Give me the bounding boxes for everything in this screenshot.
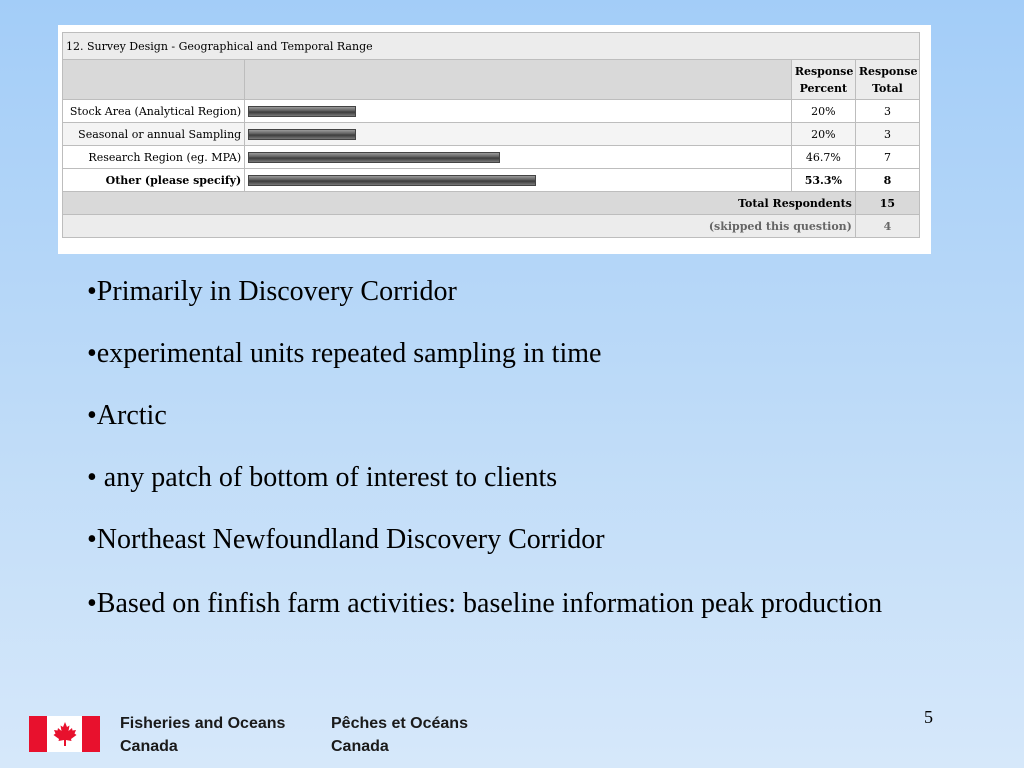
bar-cell [245, 169, 792, 192]
row-total: 8 [855, 169, 919, 192]
row-total: 3 [855, 100, 919, 123]
bar-cell [245, 123, 792, 146]
org-en-line2: Canada [120, 738, 178, 755]
row-percent: 20% [791, 123, 855, 146]
bullet-item: • any patch of bottom of interest to clients [87, 462, 558, 493]
row-label: Research Region (eg. MPA) [63, 146, 245, 169]
response-bar [248, 152, 500, 163]
maple-leaf-icon [52, 721, 78, 747]
table-row [63, 100, 920, 123]
response-bar [248, 129, 356, 140]
bar-cell [245, 100, 792, 123]
header-response-percent: Response Percent [791, 60, 855, 100]
skipped-row [63, 215, 920, 238]
table-row [63, 146, 920, 169]
bullet-item: •experimental units repeated sampling in time [87, 338, 602, 369]
bullet-item: •Primarily in Discovery Corridor [87, 276, 457, 307]
bar-cell [245, 146, 792, 169]
row-percent: 20% [791, 100, 855, 123]
org-name-french [331, 712, 468, 758]
row-label: Seasonal or annual Sampling [63, 123, 245, 146]
bullet-list [87, 274, 947, 624]
response-bar [248, 106, 356, 117]
header-blank-bar [245, 60, 792, 100]
bullet-item: •Northeast Newfoundland Discovery Corridor [87, 524, 605, 555]
total-respondents-row [63, 192, 920, 215]
row-label: Other (please specify) [63, 169, 245, 192]
row-total: 7 [855, 146, 919, 169]
org-fr-line2: Canada [331, 738, 389, 755]
total-respondents-value: 15 [855, 192, 919, 215]
canada-flag-icon [29, 716, 100, 752]
row-label: Stock Area (Analytical Region) [63, 100, 245, 123]
skipped-value: 4 [855, 215, 919, 238]
row-total: 3 [855, 123, 919, 146]
org-fr-line1: Pêches et Océans [331, 715, 468, 732]
org-name-english [120, 712, 285, 758]
survey-results-panel [58, 25, 931, 254]
header-response-total: Response Total [855, 60, 919, 100]
bullet-item: •Based on finfish farm activities: baseline information peak production [87, 588, 883, 619]
survey-results-table [62, 32, 920, 238]
question-title: 12. Survey Design - Geographical and Temporal Range [63, 33, 920, 60]
total-respondents-label: Total Respondents [63, 192, 856, 215]
row-percent: 53.3% [791, 169, 855, 192]
response-bar [248, 175, 536, 186]
org-en-line1: Fisheries and Oceans [120, 715, 286, 732]
table-row [63, 123, 920, 146]
skipped-label: (skipped this question) [63, 215, 856, 238]
flag-band-left [29, 716, 47, 752]
flag-band-right [82, 716, 100, 752]
header-blank-label [63, 60, 245, 100]
row-percent: 46.7% [791, 146, 855, 169]
slide-number: 5 [924, 707, 933, 727]
flag-center [47, 716, 82, 752]
table-row [63, 169, 920, 192]
bullet-item: •Arctic [87, 400, 167, 431]
